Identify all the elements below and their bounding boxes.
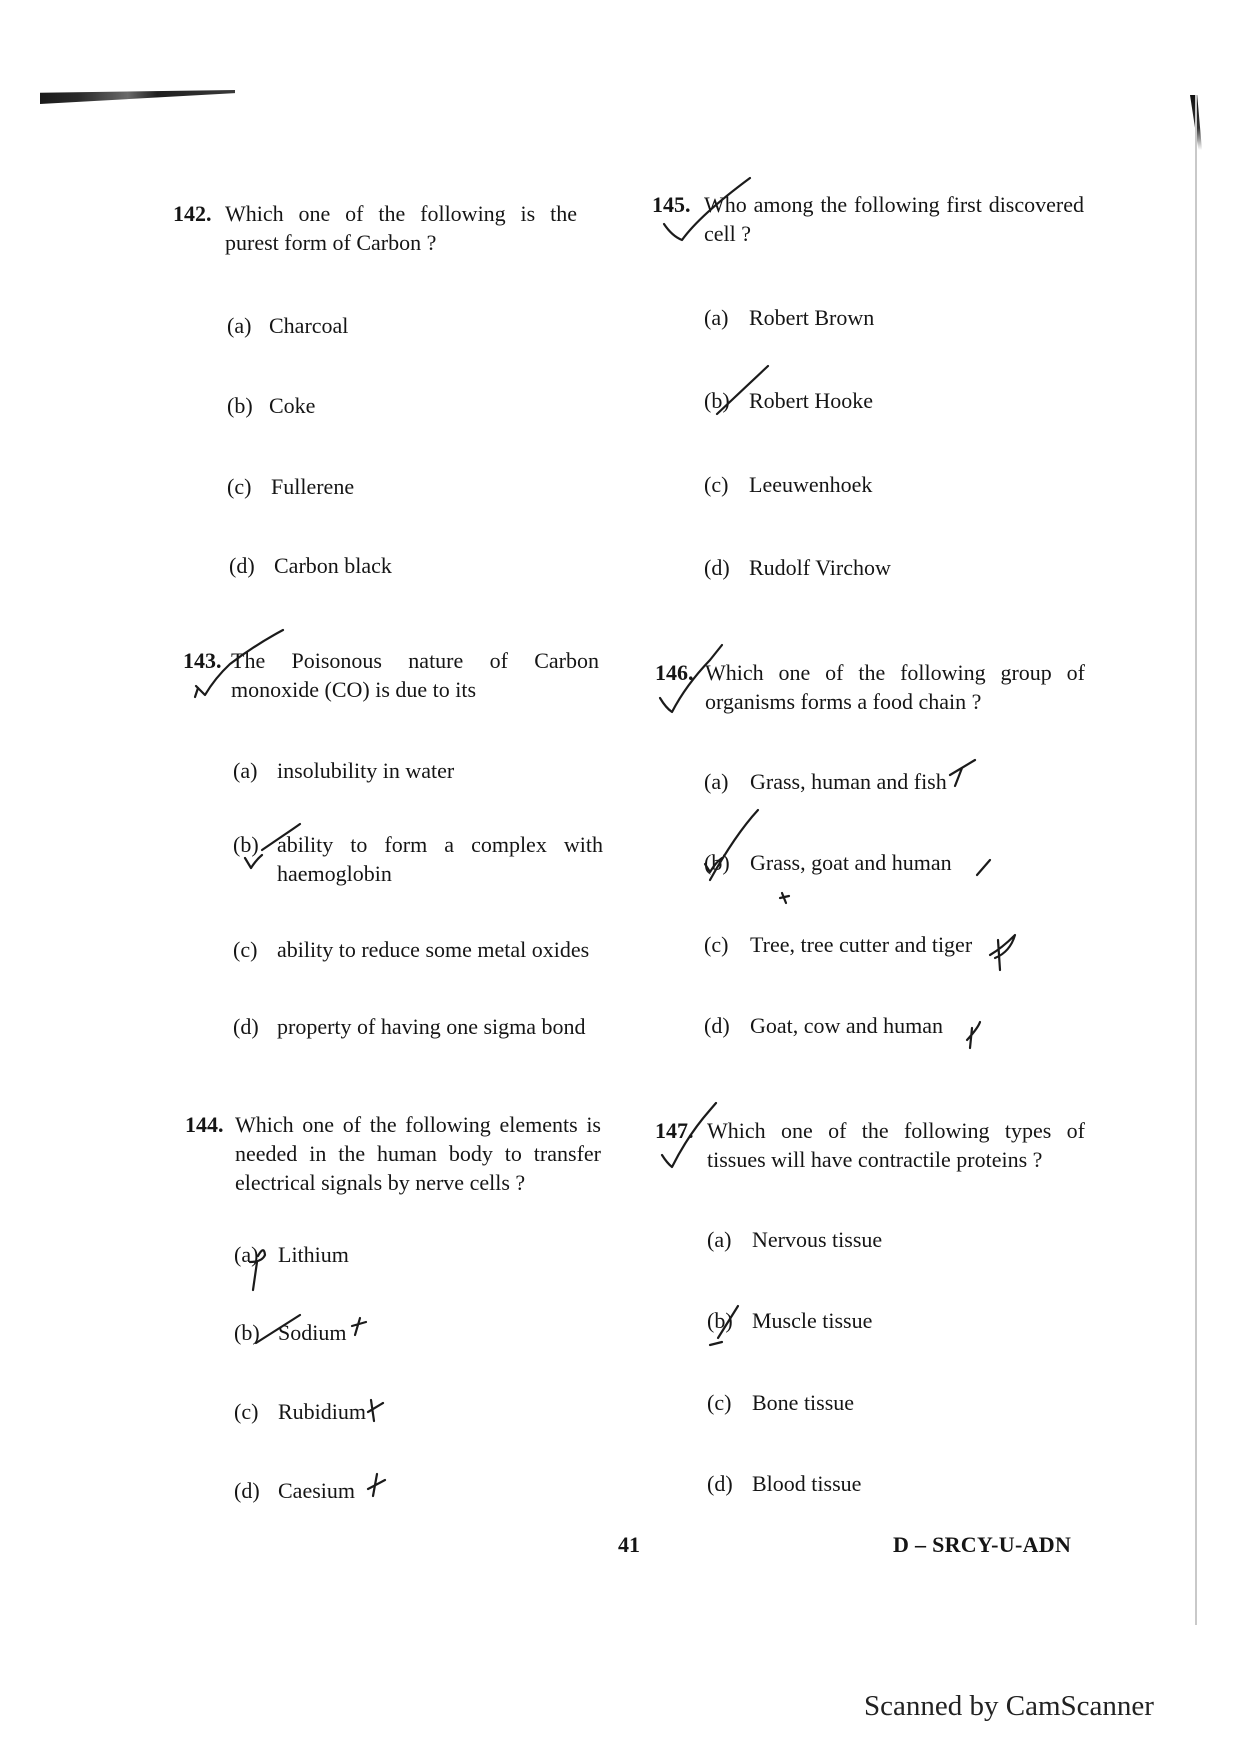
option-text: Robert Hooke	[749, 388, 874, 413]
option-label: (a)	[233, 758, 258, 783]
option-label: (a)	[707, 1227, 732, 1252]
pen-mark-146b-under	[780, 893, 789, 903]
option-text: Charcoal	[269, 313, 349, 338]
pen-mark-144c	[368, 1400, 383, 1421]
option-label: (d)	[704, 555, 730, 580]
question-number: 143.	[183, 648, 222, 673]
option-label: (d)	[707, 1471, 733, 1496]
option-text: insolubility in water	[277, 758, 455, 783]
pen-mark-144d	[368, 1474, 385, 1496]
question-143	[183, 646, 603, 706]
option-text: Robert Brown	[749, 305, 875, 330]
question-number: 142.	[173, 201, 212, 226]
question-144	[185, 1110, 605, 1200]
option-text: Goat, cow and human	[750, 1013, 944, 1038]
option-text: Blood tissue	[752, 1471, 862, 1496]
pen-mark-146b-end	[977, 860, 990, 875]
scanner-watermark: Scanned by CamScanner	[864, 1690, 1154, 1722]
question-text: Which one of the following group of organisms forms a food chain ?	[705, 660, 1085, 714]
option-label: (b)	[234, 1320, 260, 1345]
option-label: (c)	[233, 937, 258, 962]
option-label: (b)	[233, 832, 259, 857]
question-text: Which one of the following types of tissues will have contractile proteins ?	[707, 1118, 1085, 1172]
pen-mark-146a	[950, 760, 975, 786]
option-label: (d)	[234, 1478, 260, 1503]
option-label: (b)	[227, 393, 253, 418]
option-label: (a)	[227, 313, 252, 338]
question-text: Which one of the following is the purest form of Carbon ?	[225, 201, 577, 255]
option-label: (c)	[704, 932, 729, 957]
question-number: 145.	[652, 192, 691, 217]
option-text: Leeuwenhoek	[749, 472, 873, 497]
scan-artifact-right-edge	[1195, 95, 1207, 1625]
question-number: 146.	[655, 660, 694, 685]
question-text: Who among the following first discovered cell ?	[704, 192, 1084, 246]
option-text: Fullerene	[271, 474, 355, 499]
option-label: (d)	[229, 553, 255, 578]
question-145	[652, 190, 1092, 250]
option-label: (c)	[707, 1390, 732, 1415]
option-text: Rubidium	[278, 1399, 367, 1424]
option-text: Grass, goat and human	[750, 850, 952, 875]
pen-mark-144b-end	[352, 1318, 366, 1335]
question-142	[173, 199, 603, 259]
question-number: 147.	[655, 1118, 694, 1143]
option-text: Caesium	[278, 1478, 355, 1503]
option-label: (a)	[704, 769, 729, 794]
question-text: Which one of the following elements is needed in the human body to transfer electrical signals by nerve cells ?	[235, 1112, 601, 1195]
option-label: (c)	[227, 474, 252, 499]
scan-artifact-top	[40, 90, 235, 104]
option-text: Sodium	[278, 1320, 347, 1345]
question-number: 144.	[185, 1112, 224, 1137]
option-text: Nervous tissue	[752, 1227, 883, 1252]
option-label: (c)	[704, 472, 729, 497]
option-text: ability to reduce some metal oxides	[277, 937, 590, 962]
option-text: Muscle tissue	[752, 1308, 873, 1333]
option-text: ability to form a complex with haemoglobin	[277, 832, 603, 886]
option-143-b[interactable]	[233, 830, 613, 890]
option-label: (b)	[704, 850, 730, 875]
question-146	[655, 658, 1095, 718]
option-text: Bone tissue	[752, 1390, 855, 1415]
option-label: (d)	[704, 1013, 730, 1038]
page-number: 41	[618, 1532, 640, 1557]
option-text: Grass, human and fish	[750, 769, 947, 794]
option-text: Rudolf Virchow	[749, 555, 891, 580]
option-text: Tree, tree cutter and tiger	[750, 932, 973, 957]
booklet-code: D – SRCY-U-ADN	[893, 1532, 1072, 1557]
option-text: property of having one sigma bond	[277, 1014, 586, 1039]
option-text: Carbon black	[274, 553, 392, 578]
option-label: (b)	[707, 1308, 733, 1333]
option-label: (a)	[704, 305, 729, 330]
option-label: (b)	[704, 388, 730, 413]
option-label: (a)	[234, 1242, 259, 1267]
option-text: Coke	[269, 393, 316, 418]
pen-mark-146d	[967, 1022, 980, 1048]
option-label: (d)	[233, 1014, 259, 1039]
question-147	[655, 1116, 1095, 1176]
question-text: The Poisonous nature of Carbon monoxide (CO) is due to its	[231, 648, 599, 702]
option-label: (c)	[234, 1399, 259, 1424]
option-text: Lithium	[278, 1242, 349, 1267]
pen-mark-146c	[990, 935, 1015, 970]
